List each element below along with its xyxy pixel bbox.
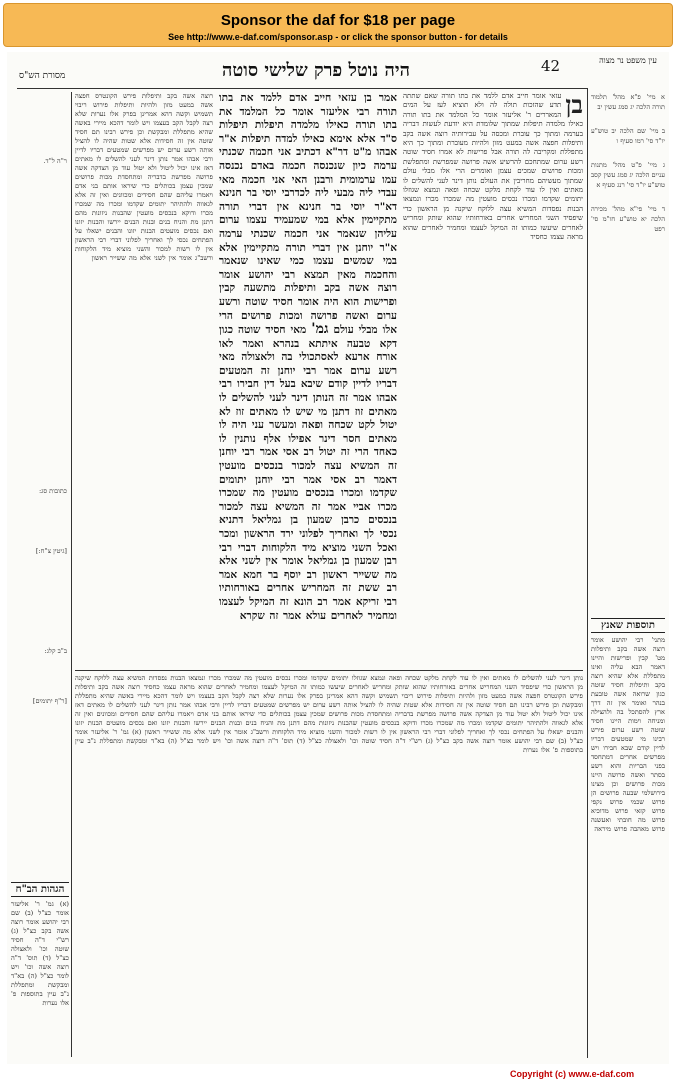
rashi-column <box>403 92 583 667</box>
ein-mishpat-label: עין משפט נר מצוה <box>599 56 657 65</box>
left-margin-rule <box>71 92 72 1057</box>
bottom-commentary-text <box>75 674 583 755</box>
gemara-text <box>219 92 397 623</box>
tosafot-column <box>75 92 213 667</box>
bottom-tosafot-text: רוצה אשה בקב ותיפלות פירש הקונטרס חפצה אשה במעט מזון ולהיות ותיפלות פירוש ריבוי תשמיש וקשה דהא אמרינן בפרק אלו נערות שלא רצה לקבל הקב בעצמו ויש לומר דהכא מיירי באשה שהיא מתפללת ומבקשת וכן פירש רבינו תם חסיד שוטה אין זה חסידות אלא שטות שהיה לו להציל אותה רשע ערום יש מפרשים שמטעים דבריו לדיין ורבי אבהו אמר נותן דינר לעני להשלים לו מאתים דאז אינו יכול ליטול ולא יטול עוד מן הצדקה אשה פרושה מפרשת בדבריה ומתחסדת מכות פרושים שמכין עצמן בכותלים כדי שיראו אותם בני אדם ויאמרו עליהם שהם חסידים ומכוונים ואין זה אלא לגאווה ולהתיהר יתומים שקדמו ומכרו מה שמכרו מכרו ודוקא בנכסים מועטין שהבנות ניזונות מהם דתנן מת והניח בנים ובנות הבנים יירשו והבנות יזונו ואם נכסים מועטים הבנות יזונו והבנים ישאלו על הפתחים נכסי לך ואחריך לפלוני דברי רבי הראשון אין לו רשות למכור והשני מוציא מיד הלקוחות ורשב"ג אומר אין לשני אלא מה ששייר ראשון <box>75 683 583 736</box>
sponsor-banner[interactable] <box>3 3 673 47</box>
tosafot-text: רוצה אשה בקב ותיפלות פירש הקונטרס חפצה אשה במעט מזון ולהיות ותיפלות פירוש ריבוי תשמיש וקשה דהא אמרינן בפרק אלו נערות שלא רצה לקבל הקב בעצמו ויש לומר דהכא מיירי באשה שהיא מתפללת ומבקשת וכן פירש רבינו תם חסיד שוטה אין זה חסידות אלא שטות שהיה לו להציל אותה רשע ערום יש מפרשים שמטעים דבריו לדיין ורבי אבהו אמר נותן דינר לעני להשלים לו מאתים דאז אינו יכול ליטול ולא יטול עוד מן הצדקה אשה פרושה מפרשת בדבריה ומתחסדת מכות פרושים שמכין עצמן בכותלים כדי שיראו אותם בני אדם ויאמרו עליהם שהם חסידים ומכוונים ואין זה אלא לגאווה ולהתיהר יתומים שקדמו ומכרו מה שמכרו מכרו ודוקא בנכסים מועטין שהבנות ניזונות מהם דתנן מת והניח בנים ובנות הבנים יירשו והבנות יזונו ואם נכסים מועטים הבנות יזונו והבנים ישאלו על הפתחים נכסי לך ואחריך לפלוני דברי רבי הראשון אין לו רשות למכור והשני מוציא מיד הלקוחות ורשב"ג אומר אין לשני אלא מה ששייר ראשון <box>75 92 213 262</box>
ein-mishpat-note: ד מיי' פי"א מהל' מכירה הלכה יא טוש"ע חו"מ סי' רפט <box>591 205 665 233</box>
gemara-column <box>219 92 397 667</box>
page-header <box>7 52 669 88</box>
tosafot-shanz-text: מתני' רבי יהושע אומר רוצה אשה בקב ותיפלות מט' קבין ופרישות והיינו דאמר הבא עליה ואינו מתפללת אלא שהיא רוצה בקב ותיפלות חסיד שוטה כגון שרואה אשה טובעת בנהר ואומר אין זה דרך ארץ להסתכל בה ולהצילה ומניחה וימות היינו חסיד שוטה רשע ערום פירש רבינו מי שמטעים דבריו לדיין קודם שבא חבירו ויש מפרשים אחרים דמתחסד בפני הבריות והוא רשע בסתר ואשה פרושה היינו מכות פרושים וכן מצינו בירושלמי שבעה פרושים הן פרוש שכמי פרוש נקפי פרוש קזאי פרוש מדוכיא פרוש מה חובתי ואעשנה פרוש מאהבה פרוש מיראה <box>591 636 665 833</box>
rashi-opening-word: בן <box>565 92 583 119</box>
mesoret-hashas-label: מסורת הש"ס <box>19 71 66 81</box>
right-margin-rule <box>587 88 588 1058</box>
margin-note: [ר"ף יתומים] <box>32 697 67 705</box>
gemara-text-continued: מאי חסיד שוטה כגון דקא טבעה איתתא בנהרא ואמר לאו אורח ארעא לאסתכולי בה ולאצולה מאי רשע ערום אמר רבי יוחנן זה המטעים דבריו לדיין קודם שיבא בעל דין חבירו רבי אבהו אמר זה הנותן דינר לעני להשלים לו מאתים זוז דתנן מי שיש לו מאתים זוז לא יטול לקט שכחה ופאה ומעשר עני היה לו מאתים חסר דינר אפילו אלף נותנין לו כאחד הרי זה יטול רב אסי אמר רבי יוחנן זה המשיא עצה למכור בנכסים מועטין דאמר רב אסי אמר רבי יוחנן יתומים שקדמו ומכרו בנכסים מועטין מה שמכרו מכרו אביי אמר זה המשיא עצה למכור בנכסים כרבן שמעון בן גמליאל דתניא נכסי לך ואחריך לפלוני ירד הראשון ומכר ואכל השני מוציא מיד הלקוחות דברי רבי רבן שמעון בן גמליאל אומר אין לשני אלא מה ששייר ראשון רב יוסף בר חמא אמר רב ששת זה המחריש אחרים באורחותיו רבי זריקא אמר רב הונא זה המיקל לעצמו ומחמיר לאחרים עולא אמר זה שקרא <box>219 324 397 622</box>
copyright-notice[interactable]: Copyright (c) www.e-daf.com <box>510 1069 635 1079</box>
margin-note: [גיטין צ"ח:] <box>35 547 67 555</box>
ein-mishpat-column <box>591 92 665 612</box>
ein-mishpat-note: ג מיי' פ"ט מהל' מתנות עניים הלכה יג סמג עשין קסב טוש"ע יו"ד סי' רנג סעיף א <box>591 161 665 189</box>
mesoret-margin <box>9 96 67 871</box>
bottom-commentary-divider <box>75 670 583 671</box>
gemara-text-block: אמר בן עזאי חייב אדם ללמד את בתו תורה רבי אליעזר אומר כל המלמד את בתו תורה כאילו מלמדה תיפלות תיפלות ס"ד אלא אימא כאילו למדה תיפלות א"ר אבהו מ"ט דר"א דכתיב אני חכמה שכנתי ערמה כיון שנכנסה חכמה באדם נכנסה עמו ערמומית ורבנן האי אני חכמה מאי עבדי ליה מבעי ליה לכדרבי יוסי בר חנינא דא"ר יוסי בר חנינא אין דברי תורה מתקיימין אלא במי שמעמיד עצמו ערום עליהן שנאמר אני חכמה שכנתי ערמה א"ר יוחנן אין דברי תורה מתקיימין אלא במי שמשים עצמו כמי שאינו שנאמר והחכמה מאין תמצא רבי יהושע אומר רוצה אשה בקב ותיפלות מתשעה קבין ופרישות הוא היה אומר חסיד שוטה ורשע ערום ואשה פרושה ומכות פרושים הרי אלו מבלי עולם <box>219 92 397 337</box>
bottom-rashi-text: נותן דינר לעני להשלים לו מאתים ואין לו עוד לקחת מלקט שכחה ופאה ונמצא שגוזלו יתומים שקדמו ומכרו נכסים מועטין מה שמכרו מכרו ונמצאו הבנות נפסדות המשיא עצה ללוקח שיקנה מן הראשון כדי שיפסיד השני המחריש אחרים באורחותיו שהוא שותק ומחריש לאחרים שיעשו כמותו זה המיקל לעצמו ומחמיר לאחרים שהוא מראה עצמו כחסיד <box>75 674 583 691</box>
sponsor-link-text[interactable]: See http://www.e-daf.com/sponsor.asp - or click the sponsor button - for details <box>168 32 508 42</box>
sponsor-title: Sponsor the daf for $18 per page <box>220 12 456 29</box>
bottom-hagahot-text: (א) גמ' ר' אליעזר אומר כצ"ל (ב) שם רבי יהושע אומר רוצה אשה בקב כצ"ל (ג) רש"י ד"ה חסיד שוטה וכו' ולאצולה כצ"ל (ד) תוס' ד"ה רוצה אשה וכו' ויש לומר כצ"ל (ה) בא"ד ומבקשת ומתפללת נ"ב עיין בתוספות פ' אלו נערות <box>75 728 583 754</box>
tosafot-shanz-box <box>591 618 665 1058</box>
rashi-text <box>403 92 583 243</box>
hagahot-text: (א) גמ' ר' אליעזר אומר כצ"ל (ב) שם רבי יהושע אומר רוצה אשה בקב כצ"ל (ג) רש"י ד"ה חסיד שוטה וכו' ולאצולה כצ"ל (ד) תוס' ד"ה רוצה אשה וכו' ויש לומר כצ"ל (ה) בא"ד ומבקשת ומתפללת נ"ב עיין בתוספות פ' אלו נערות <box>11 900 69 1007</box>
page-title: היה נוטל פרק שלישי סוטה <box>222 60 410 81</box>
ein-mishpat-note: א מיי' פ"א מהל' תלמוד תורה הלכה יג סמג עשין יב <box>591 93 665 111</box>
gemara-heading: גמ' <box>311 321 329 338</box>
header-divider <box>17 88 587 89</box>
margin-note: ב"ב קלג: <box>44 647 67 655</box>
ein-mishpat-note: ב מיי' שם הלכה יב טוש"ע יו"ד סי' רמו סעיף ו <box>591 127 665 145</box>
hagahot-heading: הגהות הב"ח <box>11 882 69 897</box>
rashi-text-block: עזאי אומר חייב אדם ללמד את בתו תורה שאם שתתה תדע שהזכות תולה לה ולא תוציא לעז על המים המאררים ר' אליעזר אומר כל המלמד את בתו תורה כאילו מלמדה תיפלות שמתוך שלומדת היא יודעת לעשות דבריה בערמה ומתוך כך עוברת ומכסה על עבירותיה רוצה אשה בקב ותיפלות חפצה אשה במעט מזון ולהיות מעוברת ומתוך כך היא מתפללת ומקריבה לה תורה אבל פרישות לא אמרו חסיד שוטה רשע ערום שמתחכם להרשיע אשה פרושה שמפרשת ומתפלשת ומכות פרושים שמכים עצמן ואומרים הרי אלו מבלי עולם שמתוך מעשיהם מחריבין את העולם <box>403 92 583 185</box>
margin-note: כתובות סג: <box>38 487 67 495</box>
rashi-text-continued: נותן דינר לעני להשלים לו מאתים ואין לו עוד לקחת מלקט שכחה ופאה ונמצא שגוזלו יתומים שקדמו ומכרו נכסים מועטין מה שמכרו מכרו ונמצאו הבנות נפסדות המשיא עצה ללוקח שיקנה מן הראשון כדי שיפסיד השני המחריש אחרים באורחותיו שהוא שותק ומחריש לאחרים שיעשו כמותו זה המיקל לעצמו ומחמיר לאחרים שהוא מראה עצמו כחסיד <box>403 176 583 242</box>
page-number: 42 <box>541 57 561 75</box>
margin-note: ר"ה ל"ד. <box>43 157 67 165</box>
bottom-commentary <box>75 674 583 1058</box>
talmud-page <box>7 52 669 1064</box>
tosafot-shanz-heading: תוספות שאנץ <box>591 618 665 633</box>
hagahot-box <box>11 882 69 1057</box>
